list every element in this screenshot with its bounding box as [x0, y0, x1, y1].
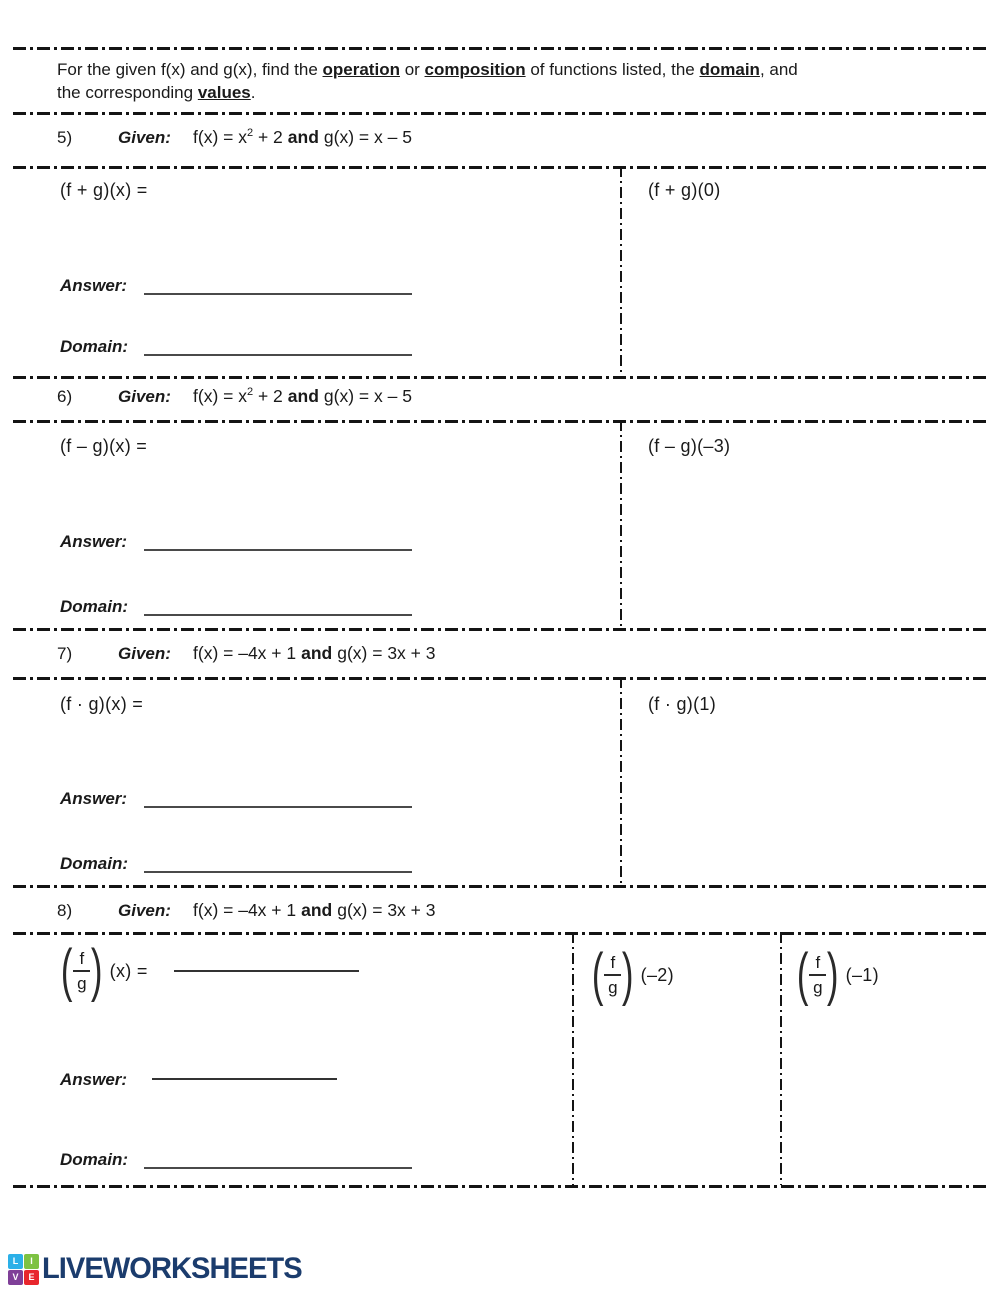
divider	[13, 112, 987, 115]
logo-square-e: E	[24, 1270, 39, 1285]
given-label: Given:	[118, 901, 171, 920]
problem-6-domain-row	[60, 597, 412, 617]
answer-line[interactable]	[144, 792, 412, 808]
given-functions: f(x) = –4x + 1 and g(x) = 3x + 3	[193, 900, 436, 920]
liveworksheets-logo[interactable]	[8, 1252, 310, 1286]
domain-line[interactable]	[144, 857, 412, 873]
instruction-keyword-operation: operation	[322, 60, 400, 79]
problem-6-given	[57, 386, 412, 407]
answer-line[interactable]	[174, 970, 359, 972]
divider	[13, 677, 987, 680]
problem-7-domain-row	[60, 854, 412, 874]
problem-5-domain-row	[60, 337, 412, 357]
answer-label: Answer:	[60, 789, 128, 808]
instruction-segment: the corresponding	[57, 83, 198, 102]
given-functions: $f(x) = x^2 + 2$ and g(x) = x – 5	[193, 127, 412, 147]
problem-7-given	[57, 643, 435, 664]
column-divider	[620, 420, 622, 628]
problem-5-given	[57, 127, 412, 148]
column-divider	[620, 166, 622, 376]
problem-8-domain-row	[60, 1150, 412, 1170]
divider	[13, 932, 987, 935]
logo-square-l: L	[8, 1254, 23, 1269]
problem-7-value-prompt: (f · g)(1)	[648, 694, 716, 714]
problem-6-answer-row	[60, 532, 412, 552]
problem-6-expression: (f – g)(x) =	[60, 436, 148, 456]
column-divider	[780, 932, 782, 1185]
right-paren: )	[622, 942, 634, 1007]
answer-label: Answer:	[60, 276, 128, 295]
problem-8-answer-row	[60, 1064, 337, 1090]
right-paren: )	[827, 942, 839, 1007]
fraction-f-over-g: ( f g )	[60, 938, 103, 1003]
answer-label: Answer:	[60, 1070, 128, 1089]
instruction-segment: of functions listed, the	[525, 60, 700, 79]
column-divider	[620, 677, 622, 885]
liveworksheets-icon	[8, 1254, 39, 1285]
fraction-f-over-g: ( f g )	[591, 942, 634, 1007]
answer-line[interactable]	[144, 279, 412, 295]
given-label: Given:	[118, 644, 171, 663]
instruction-segment: or	[399, 60, 425, 79]
answer-line[interactable]	[144, 535, 412, 551]
domain-label: Domain:	[60, 854, 128, 873]
left-paren: (	[591, 942, 604, 1007]
problem-5-expression: (f + g)(x) =	[60, 180, 148, 200]
domain-line[interactable]	[144, 600, 412, 616]
instruction-segment: For the given f(x) and g(x), find the	[57, 60, 323, 79]
answer-label: Answer:	[60, 532, 128, 551]
instruction-keyword-domain: domain	[699, 60, 760, 79]
problem-7-expression: (f · g)(x) =	[60, 694, 144, 714]
fraction-f-over-g: ( f g )	[796, 942, 839, 1007]
problem-8-value-prompt-1: ( f g ) (–2)	[588, 946, 674, 1004]
given-functions: $f(x) = x^2 + 2$ and g(x) = x – 5	[193, 386, 412, 406]
problem-5-answer-row	[60, 276, 412, 296]
problem-8-value-prompt-2: ( f g ) (–1)	[793, 946, 879, 1004]
problem-8-given	[57, 900, 435, 921]
divider-bottom	[13, 1185, 987, 1188]
domain-label: Domain:	[60, 1150, 128, 1169]
instruction-text	[57, 58, 947, 104]
logo-square-v: V	[8, 1270, 23, 1285]
problem-8-expression: ( f g ) (x) =	[57, 942, 359, 1000]
domain-label: Domain:	[60, 597, 128, 616]
fraction-bar	[809, 974, 826, 976]
fraction-bar	[604, 974, 621, 976]
left-paren: (	[60, 938, 73, 1003]
divider-top	[13, 47, 987, 50]
divider	[13, 885, 987, 888]
problem-number: 5)	[57, 128, 73, 147]
divider	[13, 376, 987, 379]
problem-number: 8)	[57, 901, 73, 920]
problem-6-value-prompt: (f – g)(–3)	[648, 436, 731, 456]
brand-name: LIVEWORKSHEETS	[42, 1252, 302, 1285]
domain-line[interactable]	[144, 1153, 412, 1169]
instruction-segment: , and	[759, 60, 798, 79]
given-functions: f(x) = –4x + 1 and g(x) = 3x + 3	[193, 643, 436, 663]
divider	[13, 628, 987, 631]
instruction-keyword-values: values	[197, 83, 251, 102]
right-paren: )	[91, 938, 103, 1003]
given-label: Given:	[118, 387, 171, 406]
problem-number: 6)	[57, 387, 73, 406]
problem-7-answer-row	[60, 789, 412, 809]
instruction-segment: .	[250, 83, 256, 102]
domain-line[interactable]	[144, 340, 412, 356]
fraction-bar	[73, 970, 90, 972]
divider	[13, 166, 987, 169]
problem-5-value-prompt: (f + g)(0)	[648, 180, 721, 200]
domain-label: Domain:	[60, 337, 128, 356]
instruction-keyword-composition: composition	[424, 60, 526, 79]
logo-square-i: I	[24, 1254, 39, 1269]
answer-line[interactable]	[152, 1064, 337, 1080]
left-paren: (	[796, 942, 809, 1007]
given-label: Given:	[118, 128, 171, 147]
column-divider	[572, 932, 574, 1185]
divider	[13, 420, 987, 423]
problem-number: 7)	[57, 644, 73, 663]
